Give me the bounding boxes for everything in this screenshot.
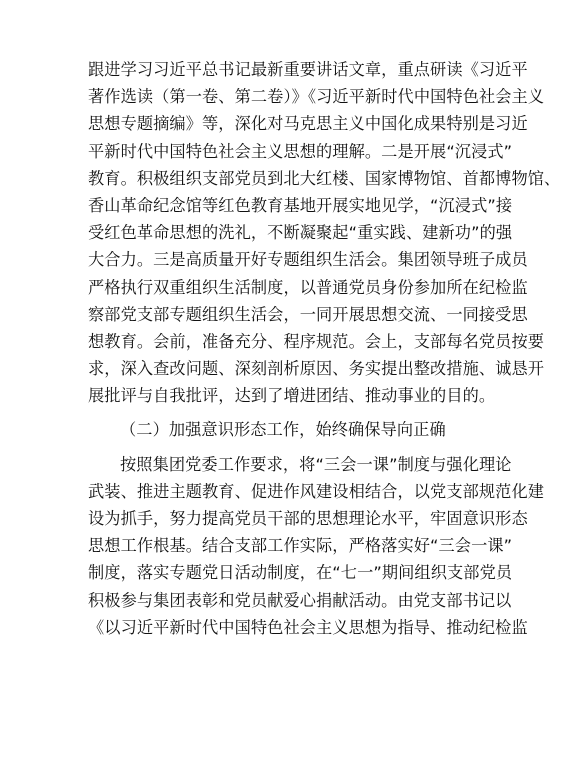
paragraph-1-line: 大合力。三是高质量开好专题组织生活会。集团领导班子成员 xyxy=(88,250,528,270)
paragraph-1-line: 严格执行双重组织生活制度，以普通党员身份参加所在纪检监 xyxy=(88,277,528,297)
paragraph-1-line: 想教育。会前，准备充分、程序规范。会上，支部每名党员按要 xyxy=(88,331,545,351)
paragraph-2-line: 积极参与集团表彰和党员献爱心捐献活动。由党支部书记以 xyxy=(88,590,512,610)
paragraph-2-line: 武装、推进主题教育、促进作风建设相结合，以党支部规范化建 xyxy=(88,481,545,501)
paragraph-2 xyxy=(88,451,545,641)
paragraph-1-line: 展批评与自我批评，达到了增进团结、推动事业的目的。 xyxy=(88,386,496,406)
paragraph-1-line: 著作选读（第一卷、第二卷）》《习近平新时代中国特色社会主义 xyxy=(88,87,545,107)
paragraph-1-line: 思想专题摘编》等，深化对马克思主义中国化成果特别是习近 xyxy=(88,114,528,134)
paragraph-1-line: 平新时代中国特色社会主义思想的理解。二是开展“沉浸式” xyxy=(88,141,513,161)
paragraph-1-line: 跟进学习习近平总书记最新重要讲话文章，重点研读《习近平 xyxy=(88,60,528,79)
paragraph-2-line: 按照集团党委工作要求，将“三会一课”制度与强化理论 xyxy=(120,454,512,474)
paragraph-2-line: 设为抓手，努力提高党员干部的思想理论水平，牢固意识形态 xyxy=(88,509,528,528)
paragraph-1-line: 教育。积极组织支部党员到北大红楼、国家博物馆、首都博物馆、 xyxy=(88,168,561,188)
paragraph-1 xyxy=(88,56,561,409)
paragraph-1-line: 求，深入查改问题、深刻剖析原因、务实提出整改措施、诚恳开 xyxy=(88,359,545,379)
paragraph-2-line: 制度，落实专题党日活动制度，在“七一”期间组织支部党员 xyxy=(88,563,513,583)
document-body xyxy=(88,56,561,641)
paragraph-1-line: 受红色革命思想的洗礼，不断凝聚起“重实践、建新功”的强 xyxy=(88,223,513,243)
paragraph-1-line: 察部党支部专题组织生活会，一同开展思想交流、一同接受思 xyxy=(88,304,528,324)
paragraph-1-line: 香山革命纪念馆等红色教育基地开展实地见学，“沉浸式”接 xyxy=(88,195,513,215)
paragraph-2-line: 思想工作根基。结合支部工作实际，严格落实好“三会一课” xyxy=(88,536,513,556)
paragraph-2-line: 《以习近平新时代中国特色社会主义思想为指导、推动纪检监 xyxy=(88,617,528,637)
section-heading: （二）加强意识形态工作，始终确保导向正确 xyxy=(120,420,446,440)
